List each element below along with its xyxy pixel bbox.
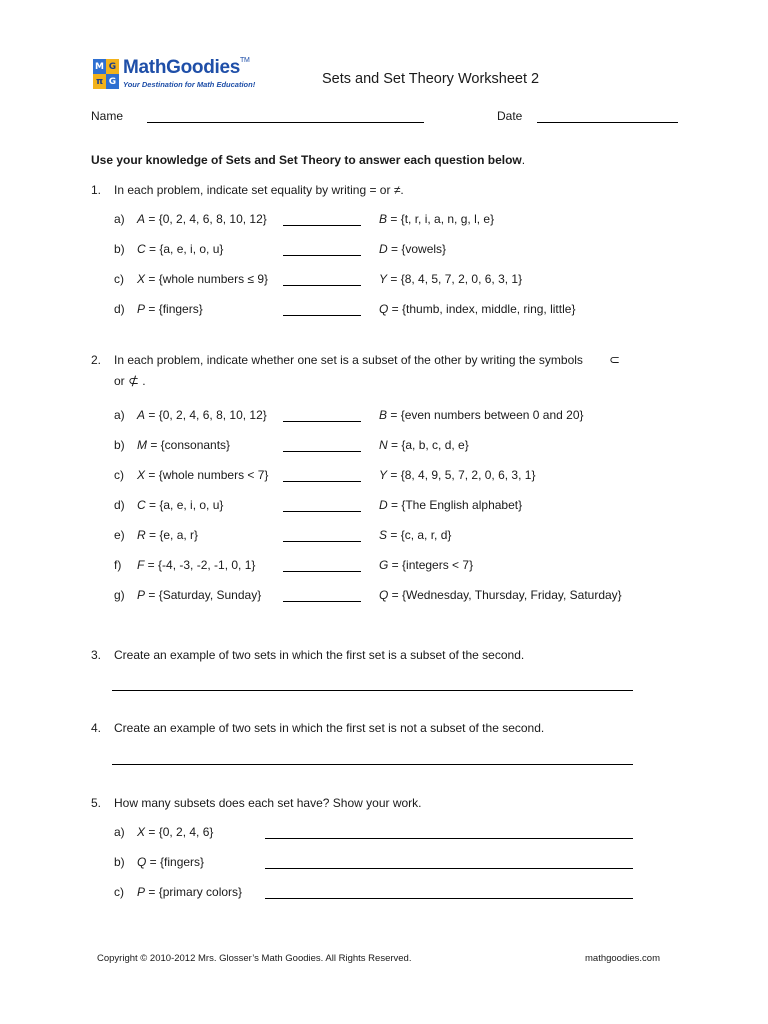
item-left-set	[137, 302, 203, 316]
set-definition: = {whole numbers ≤ 9}	[145, 272, 269, 286]
q3-prompt: Create an example of two sets in which the first set is a subset of the second.	[114, 648, 525, 662]
set-variable: X	[137, 468, 146, 482]
set-definition: = {even numbers between 0 and 20}	[387, 408, 584, 422]
logo-text: MathGoodies	[123, 57, 241, 78]
set-variable: N	[379, 438, 388, 452]
answer-line[interactable]	[265, 868, 633, 869]
set-definition: = {0, 2, 4, 6, 8, 10, 12}	[145, 408, 267, 422]
set-variable: Q	[379, 302, 389, 316]
item-left-set	[137, 558, 255, 572]
set-definition: = {t, r, i, a, n, g, l, e}	[387, 212, 495, 226]
set-definition: = {fingers}	[146, 855, 205, 869]
set-variable: C	[137, 498, 146, 512]
set-definition: = {c, a, r, d}	[387, 528, 452, 542]
item-right-set	[379, 588, 622, 602]
set-definition: = {vowels}	[387, 242, 447, 256]
item-letter: e)	[114, 528, 125, 542]
logo-tile: G	[106, 59, 119, 74]
item-left-set	[137, 885, 242, 899]
answer-line[interactable]	[283, 541, 361, 542]
set-definition: = {a, b, c, d, e}	[387, 438, 469, 452]
logo-tile: π	[93, 74, 106, 89]
item-right-set	[379, 468, 535, 482]
item-right-set	[379, 302, 575, 316]
or-text: or	[114, 374, 125, 388]
item-left-set	[137, 528, 198, 542]
item-left-set	[137, 272, 268, 286]
set-variable: S	[379, 528, 388, 542]
q1-number: 1.	[91, 183, 102, 197]
set-variable: A	[137, 408, 146, 422]
item-left-set	[137, 438, 230, 452]
set-variable: Y	[379, 272, 388, 286]
set-definition: = {The English alphabet}	[387, 498, 523, 512]
logo-tagline: Your Destination for Math Education!	[123, 80, 256, 89]
item-right-set	[379, 498, 522, 512]
set-definition: = {fingers}	[145, 302, 203, 316]
item-letter: d)	[114, 498, 125, 512]
set-definition: = {0, 2, 4, 6}	[145, 825, 214, 839]
set-definition: = {0, 2, 4, 6, 8, 10, 12}	[145, 212, 267, 226]
answer-line[interactable]	[283, 601, 361, 602]
set-definition: = {a, e, i, o, u}	[145, 498, 224, 512]
logo-tiles	[93, 59, 119, 89]
set-definition: = {integers < 7}	[388, 558, 474, 572]
item-left-set	[137, 408, 267, 422]
set-variable: P	[137, 302, 146, 316]
item-right-set	[379, 438, 469, 452]
answer-line[interactable]	[283, 571, 361, 572]
q2-number: 2.	[91, 353, 102, 367]
mathgoodies-logo	[93, 57, 293, 93]
answer-line[interactable]	[283, 451, 361, 452]
footer-site: mathgoodies.com	[585, 953, 660, 964]
worksheet-title: Sets and Set Theory Worksheet 2	[322, 71, 540, 87]
set-definition: = {primary colors}	[145, 885, 243, 899]
name-label: Name	[91, 109, 124, 123]
set-definition: = {-4, -3, -2, -1, 0, 1}	[144, 558, 256, 572]
logo-tile: M	[93, 59, 106, 74]
answer-line[interactable]	[283, 481, 361, 482]
item-letter: c)	[114, 468, 124, 482]
item-right-set	[379, 272, 522, 286]
item-letter: f)	[114, 558, 122, 572]
instructions: Use your knowledge of Sets and Set Theory to answer each question below.	[91, 153, 526, 167]
item-letter: c)	[114, 272, 124, 286]
footer-copyright: Copyright © 2010-2012 Mrs. Glosser’s Math Goodies. All Rights Reserved.	[97, 953, 412, 964]
answer-line[interactable]	[265, 898, 633, 899]
set-variable: D	[379, 242, 388, 256]
set-variable: R	[137, 528, 146, 542]
period: .	[142, 374, 146, 388]
name-line[interactable]	[147, 122, 424, 123]
answer-line[interactable]	[283, 285, 361, 286]
q2-prompt: In each problem, indicate whether one set is a subset of the other by writing the symbols	[114, 353, 583, 367]
set-variable: C	[137, 242, 146, 256]
set-variable: B	[379, 212, 388, 226]
q3-number: 3.	[91, 648, 102, 662]
set-definition: = {8, 4, 5, 7, 2, 0, 6, 3, 1}	[387, 272, 523, 286]
item-right-set	[379, 558, 473, 572]
item-letter: g)	[114, 588, 125, 602]
set-definition: = {consonants}	[147, 438, 231, 452]
q3-answer-line[interactable]	[112, 690, 633, 691]
set-definition: = {whole numbers < 7}	[145, 468, 269, 482]
item-left-set	[137, 498, 223, 512]
date-line[interactable]	[537, 122, 678, 123]
item-left-set	[137, 468, 268, 482]
item-letter: a)	[114, 408, 125, 422]
logo-wordmark	[123, 57, 250, 79]
not-subset-symbol: ⊄	[128, 373, 139, 388]
set-variable: X	[137, 825, 146, 839]
set-variable: Q	[379, 588, 389, 602]
subset-symbol: ⊂	[609, 352, 620, 367]
item-letter: b)	[114, 855, 125, 869]
item-left-set	[137, 825, 213, 839]
set-definition: = {a, e, i, o, u}	[145, 242, 224, 256]
q4-answer-line[interactable]	[112, 764, 633, 765]
q5-number: 5.	[91, 796, 102, 810]
item-left-set	[137, 855, 204, 869]
q4-prompt: Create an example of two sets in which the first set is not a subset of the second.	[114, 721, 545, 735]
item-letter: a)	[114, 212, 125, 226]
item-right-set	[379, 242, 446, 256]
set-variable: B	[379, 408, 388, 422]
item-left-set	[137, 212, 267, 226]
q5-prompt: How many subsets does each set have? Show your work.	[114, 796, 422, 810]
logo-trademark: TM	[240, 57, 250, 64]
answer-line[interactable]	[283, 511, 361, 512]
item-right-set	[379, 528, 451, 542]
q4-number: 4.	[91, 721, 102, 735]
item-letter: b)	[114, 438, 125, 452]
item-right-set	[379, 212, 494, 226]
set-variable: P	[137, 588, 146, 602]
answer-line[interactable]	[283, 225, 361, 226]
set-variable: Q	[137, 855, 147, 869]
set-variable: A	[137, 212, 146, 226]
item-letter: b)	[114, 242, 125, 256]
set-definition: = {8, 4, 9, 5, 7, 2, 0, 6, 3, 1}	[387, 468, 536, 482]
set-definition: = {Saturday, Sunday}	[145, 588, 262, 602]
answer-line[interactable]	[283, 315, 361, 316]
logo-tile: G	[106, 74, 119, 89]
q1-prompt: In each problem, indicate set equality by writing = or ≠.	[114, 183, 404, 197]
answer-line[interactable]	[265, 838, 633, 839]
item-right-set	[379, 408, 584, 422]
answer-line[interactable]	[283, 421, 361, 422]
set-definition: = {Wednesday, Thursday, Friday, Saturday}	[388, 588, 622, 602]
set-variable: X	[137, 272, 146, 286]
set-variable: Y	[379, 468, 388, 482]
item-letter: c)	[114, 885, 124, 899]
set-variable: G	[379, 558, 389, 572]
answer-line[interactable]	[283, 255, 361, 256]
item-left-set	[137, 588, 261, 602]
instructions-text: Use your knowledge of Sets and Set Theory to answer each question below	[91, 153, 522, 167]
item-left-set	[137, 242, 223, 256]
item-letter: d)	[114, 302, 125, 316]
date-label: Date	[497, 109, 523, 123]
set-variable: M	[137, 438, 147, 452]
set-definition: = {e, a, r}	[145, 528, 199, 542]
set-definition: = {thumb, index, middle, ring, little}	[388, 302, 576, 316]
set-variable: F	[137, 558, 145, 572]
item-letter: a)	[114, 825, 125, 839]
set-variable: P	[137, 885, 146, 899]
q2-or-text	[114, 373, 146, 389]
set-variable: D	[379, 498, 388, 512]
